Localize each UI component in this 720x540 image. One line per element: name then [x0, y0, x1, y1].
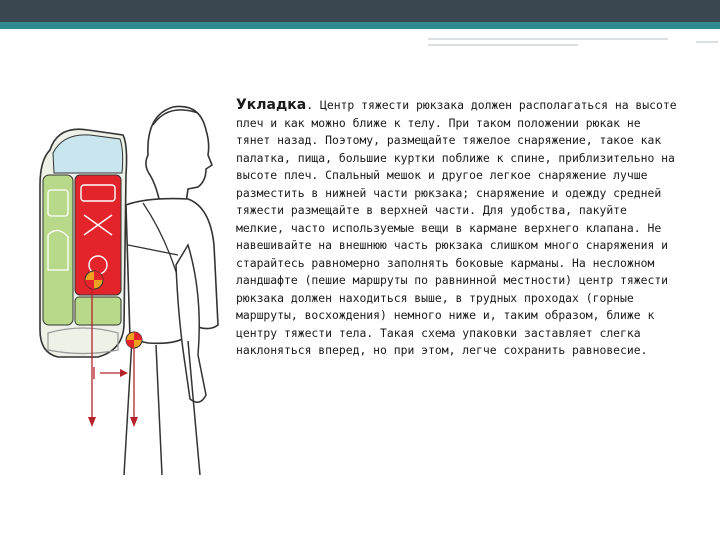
hiker-with-backpack-illustration [28, 95, 243, 475]
slide-body-text [236, 97, 681, 360]
header-rule-top [428, 38, 668, 40]
header-rule-right [696, 41, 718, 43]
backpack-top-zone [53, 135, 123, 173]
slide-body: . Центр тяжести рюкзака должен располагаться на высоте плеч и как можно ближе к телу. При таком положении рюкак не тянет назад. Поэтому, размещайте тяжелое снаряжение, такое как палатка, пища, большие куртки поближе к спине, приблизительно на высоте плеч. Спальный мешок и другое легкое снаряжение лучше разместить в нижней части рюкзака; снаряжение и одежду средней тяжести размещайте в верхней части. Для удобства, пакуйте мелкие, часто используемые вещи в кармане верхнего клапана. Не навешивайте на внешнюю часть рюкзака слишком много снаряжения и старайтесь равномерно заполнять боковые карманы. На несложном ландшафте (пешие маршруты по равнинной местности) центр тяжести рюкзака должен находиться выше, в трудных проходах (горные маршруты, восхождения) немного ниже и, таким образом, ближе к центру тяжести тела. Такая схема упаковки заставляет слегка наклоняться вперед, но при этом, легче сохранить равновесие. [236, 98, 677, 357]
hiker-torso [126, 199, 218, 344]
slide-header-bar [0, 0, 720, 22]
backpack-lower-zone [75, 297, 121, 325]
slide-header-accent [0, 22, 720, 29]
slide-title: Укладка [236, 97, 307, 113]
header-rule-bottom [428, 44, 578, 46]
